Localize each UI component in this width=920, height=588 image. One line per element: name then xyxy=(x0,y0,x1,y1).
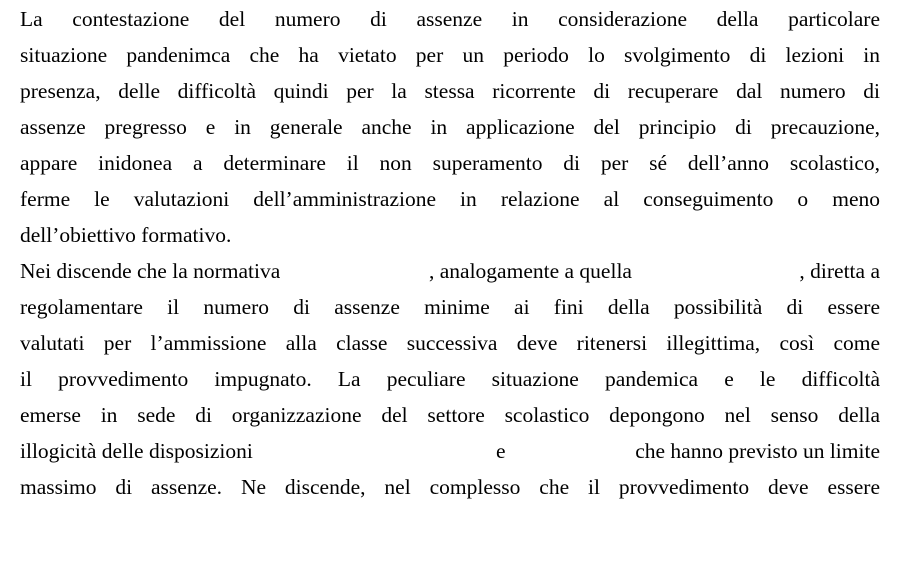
text-segment: , analogamente a quella xyxy=(429,259,632,283)
text-segment: La contestazione del numero di assenze in considerazione della particolare xyxy=(20,7,880,31)
text-segment: emerse in sede di organizzazione del settore scolastico depongono nel senso della xyxy=(20,403,880,427)
text-segment: il provvedimento impugnato. La peculiare situazione pandemica e le difficoltà xyxy=(20,367,880,391)
text-segment: , diretta a xyxy=(799,259,880,283)
paragraph-1-line-5 xyxy=(20,148,880,178)
text-segment: dell’obiettivo formativo. xyxy=(20,223,232,247)
paragraph-1-line-4 xyxy=(20,112,880,142)
text-segment: valutati per l’ammissione alla classe successiva deve ritenersi illegittima, così come xyxy=(20,331,880,355)
paragraph-2-line-7 xyxy=(20,472,880,502)
text-segment: massimo di assenze. Ne discende, nel complesso che il provvedimento deve essere xyxy=(20,475,880,499)
paragraph-2-line-5 xyxy=(20,400,880,430)
text-segment: assenze pregresso e in generale anche in applicazione del principio di precauzione, xyxy=(20,115,880,139)
text-segment: appare inidonea a determinare il non superamento di per sé dell’anno scolastico, xyxy=(20,151,880,175)
text-segment: ferme le valutazioni dell’amministrazione in relazione al conseguimento o meno xyxy=(20,187,880,211)
paragraph-1-line-3 xyxy=(20,76,880,106)
text-segment: presenza, delle difficoltà quindi per la stessa ricorrente di recuperare dal numero di xyxy=(20,79,880,103)
paragraph-2-line-2 xyxy=(20,292,880,322)
paragraph-1-line-6 xyxy=(20,184,880,214)
text-segment: che hanno previsto un limite xyxy=(635,439,880,463)
paragraph-1-line-2 xyxy=(20,40,880,70)
paragraph-1-line-7 xyxy=(20,220,880,250)
paragraph-2-line-6 xyxy=(20,436,880,466)
paragraph-2-line-3 xyxy=(20,328,880,358)
paragraph-2-line-1 xyxy=(20,256,880,286)
text-segment: situazione pandenimca che ha vietato per un periodo lo svolgimento di lezioni in xyxy=(20,43,880,67)
text-segment: e xyxy=(496,439,506,463)
text-segment: illogicità delle disposizioni xyxy=(20,439,253,463)
paragraph-1-line-1 xyxy=(20,4,880,34)
text-segment: Nei discende che la normativa xyxy=(20,259,281,283)
paragraph-2-line-4 xyxy=(20,364,880,394)
text-segment: regolamentare il numero di assenze minime ai fini della possibilità di essere xyxy=(20,295,880,319)
